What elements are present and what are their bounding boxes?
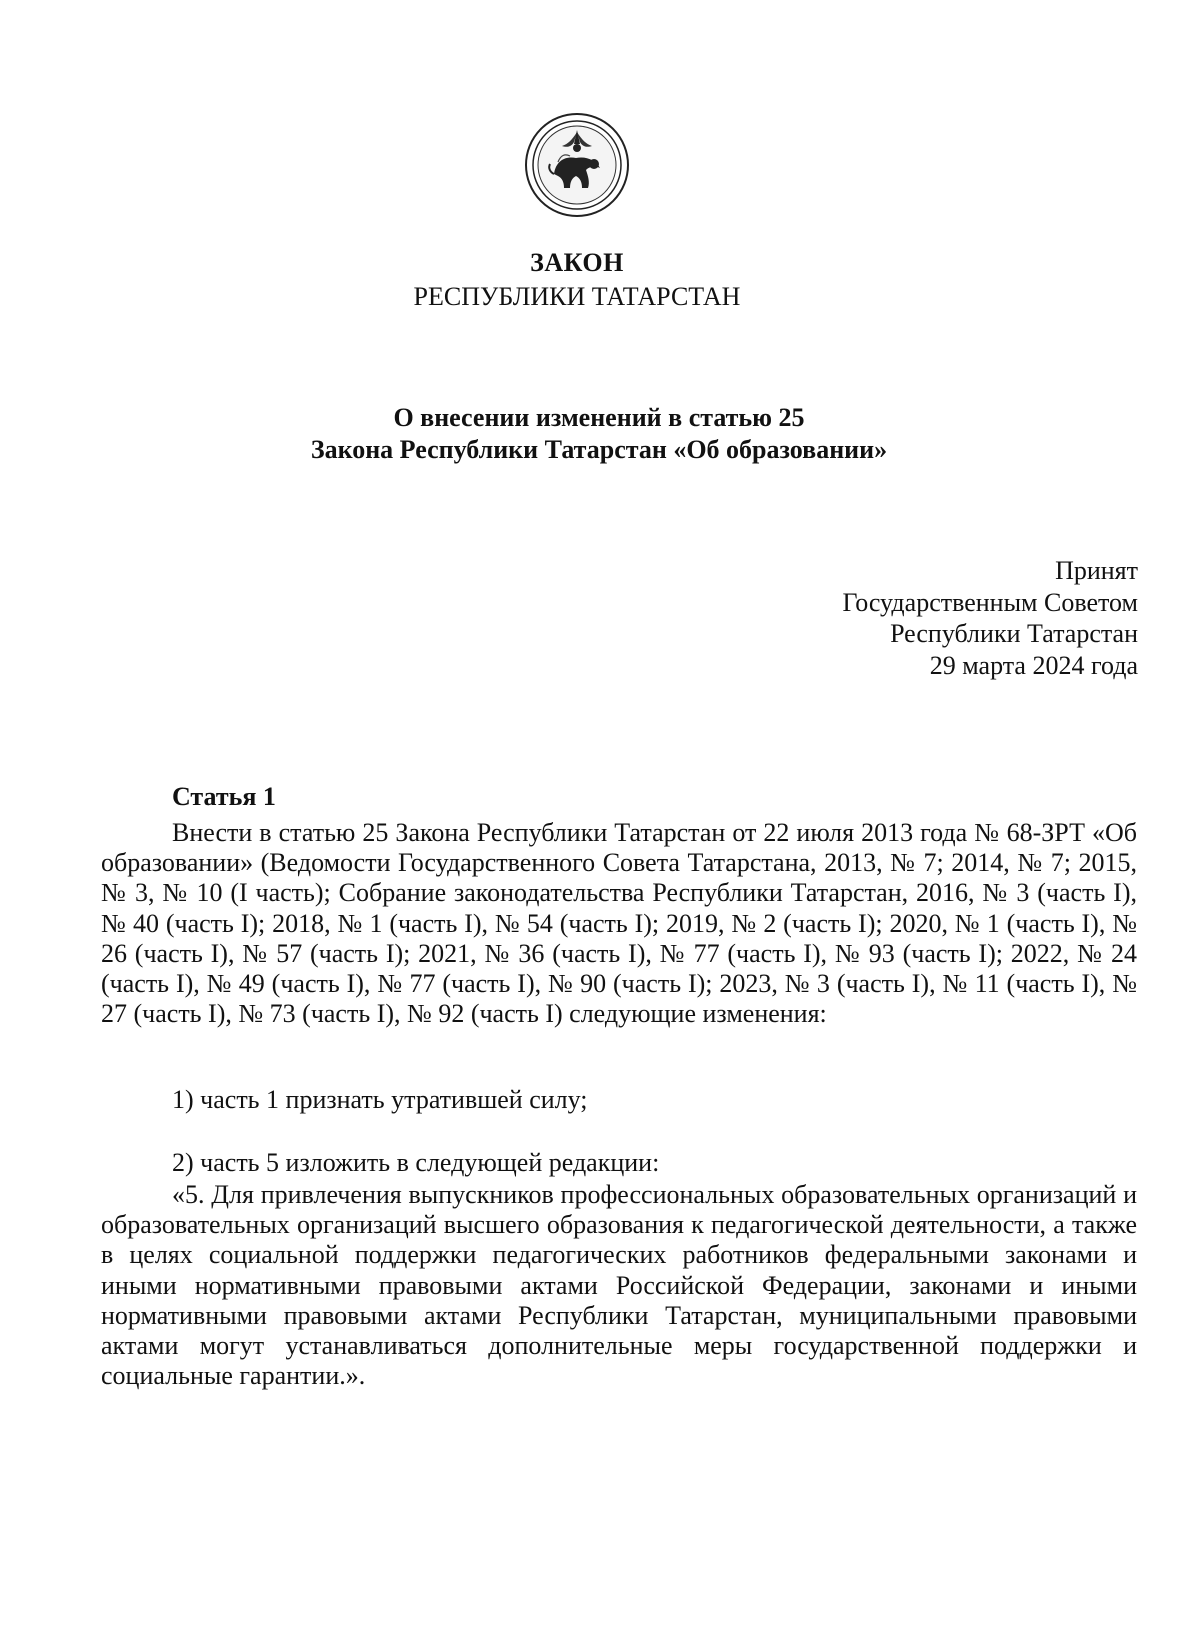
adoption-line-1: Принят	[1055, 556, 1138, 585]
law-subject-line-1: О внесении изменений в статью 25	[393, 403, 805, 432]
adoption-date: 29 марта 2024 года	[929, 650, 1138, 680]
article-heading: Статья 1	[172, 782, 276, 811]
law-subject	[0, 402, 1198, 466]
adoption-line-3: Республики Татарстан	[890, 619, 1138, 648]
law-title: ЗАКОН	[530, 248, 624, 277]
article-intro-paragraph: Внести в статью 25 Закона Республики Татарстан от 22 июля 2013 года № 68-ЗРТ «Об образовании» (Ведомости Государственного Совета Татарстана, 2013, № 7; 2014, № 7; 2015, № 3, № 10 (I часть); Собрание законодательства Республики Татарстан, 2016, № 3 (часть I), № 40 (часть I); 2018, № 1 (часть I), № 54 (часть I); 2019, № 2 (часть I); 2020, № 1 (часть I), № 26 (часть I), № 57 (часть I); 2021, № 36 (часть I), № 77 (часть I), № 93 (часть I); 2022, № 24 (часть I), № 49 (часть I), № 77 (часть I), № 90 (часть I); 2023, № 3 (часть I), № 11 (часть I), № 27 (часть I), № 73 (часть I), № 92 (часть I) следующие изменения:	[101, 818, 1137, 1029]
article-item-1: 1) часть 1 признать утратившей силу;	[172, 1085, 588, 1114]
tatarstan-coat-of-arms-icon	[524, 112, 630, 218]
law-subject-line-2: Закона Республики Татарстан «Об образовании»	[310, 435, 888, 464]
adoption-line-2: Государственным Советом	[842, 587, 1138, 617]
adoption-block	[842, 555, 1138, 681]
article-item-2-text: «5. Для привлечения выпускников профессиональных образовательных организаций и образовательных организаций высшего образования к педагогической деятельности, а также в целях социальной поддержки педагогических работников федеральными законами и иными нормативными правовыми актами Российской Федерации, законами и иными нормативными правовыми актами Республики Татарстан, муниципальными правовыми актами могут устанавливаться дополнительные меры государственной поддержки и социальные гарантии.».	[101, 1180, 1137, 1391]
article-item-2: 2) часть 5 изложить в следующей редакции:	[172, 1148, 660, 1177]
law-issuer: РЕСПУБЛИКИ ТАТАРСТАН	[413, 282, 741, 311]
